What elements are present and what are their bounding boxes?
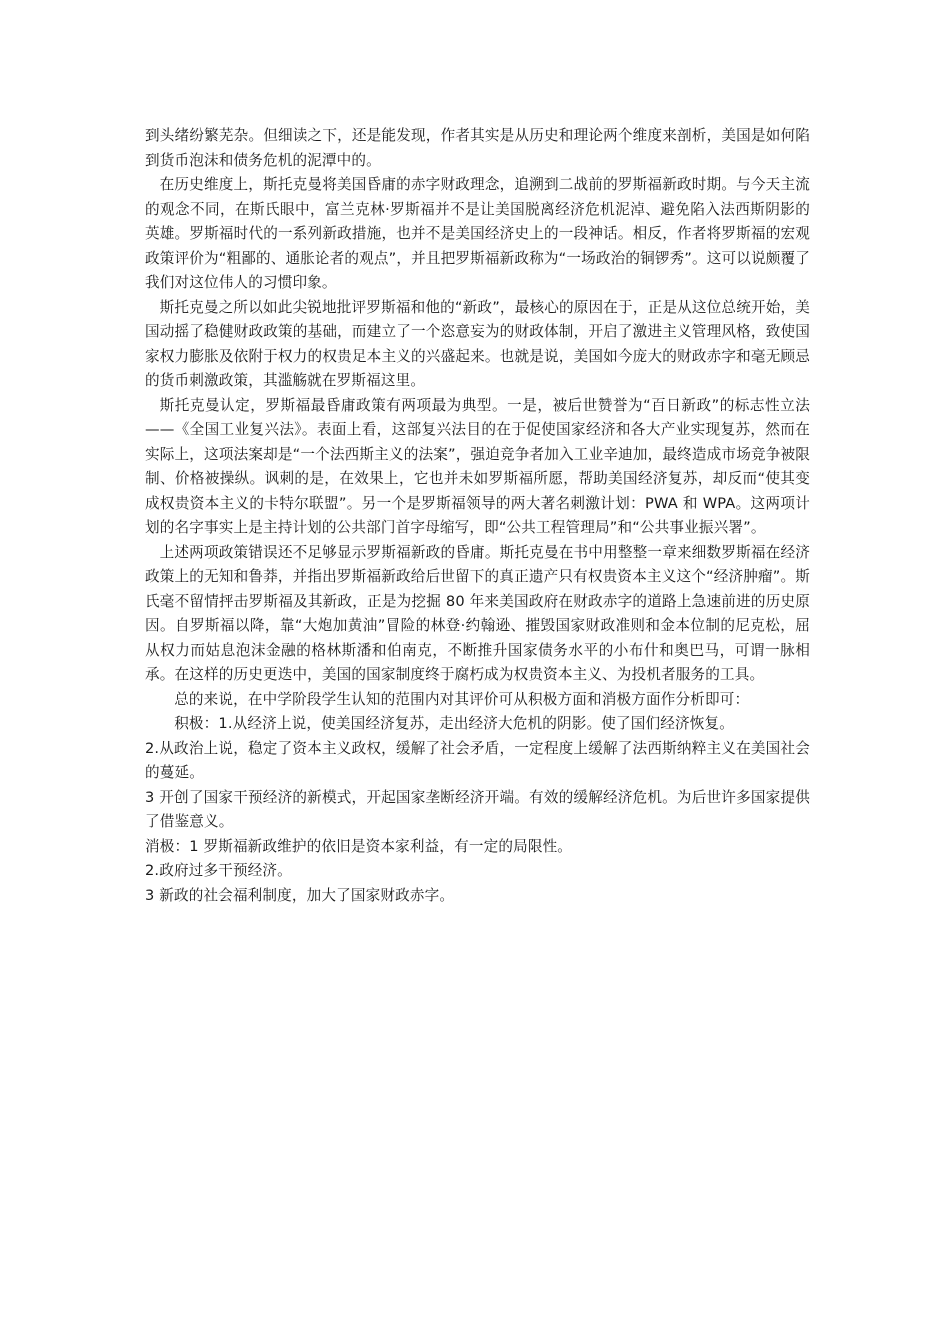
list-item-negative-2: 2.政府过多干预经济。 xyxy=(145,862,292,879)
paragraph-legacy: 上述两项政策错误还不足够显示罗斯福新政的昏庸。斯托克曼在书中用整整一章来细数罗斯福在经济政策上的无知和鲁莽，并指出罗斯福新政给后世留下的真正遗产只有权贵资本主义这个“经济肿瘤”。斯氏毫不留情抨击罗斯福及其新政，正是为挖掘 80 年来美国政府在财政赤字的道路上急速前进的历史原因。自罗斯福以降，靠“大炮加黄油”冒险的林登·约翰逊、摧毁国家财政准则和金本位制的尼克松，屈从权力而姑息泡沫金融的格林斯潘和伯南克，不断推升国家债务水平的小布什和奥巴马，可谓一脉相承。在这样的历史更迭中，美国的国家制度终于腐朽成为权贵资本主义、为投机者服务的工具。 xyxy=(145,543,810,683)
list-item-negative-1: 消极：1 罗斯福新政维护的依旧是资本家利益，有一定的局限性。 xyxy=(145,837,573,855)
paragraph-intro-continuation: 到头绪纷繁芜杂。但细读之下，还是能发现，作者其实是从历史和理论两个维度来剖析，美国是如何陷到货币泡沫和债务危机的泥潭中的。 xyxy=(145,127,810,169)
paragraph-summary: 总的来说，在中学阶段学生认知的范围内对其评价可从积极方面和消极方面作分析即可： xyxy=(174,690,750,708)
list-item-positive-3: 3 开创了国家干预经济的新模式，开起国家垄断经济开端。有效的缓解经济危机。为后世许多国家提供了借鉴意义。 xyxy=(145,788,810,830)
list-item-positive-2: 2.从政治上说，稳定了资本主义政权，缓解了社会矛盾，一定程度上缓解了法西斯纳粹主义在美国社会的蔓延。 xyxy=(145,739,810,781)
paragraph-two-policies: 斯托克曼认定，罗斯福最昏庸政策有两项最为典型。一是，被后世赞誉为“百日新政”的标志性立法——《全国工业复兴法》。表面上看，这部复兴法目的在于促使国家经济和各大产业实现复苏，然而在实际上，这项法案却是“一个法西斯主义的法案”，强迫竞争者加入工业辛迪加，最终造成市场竞争被限制、价格被操纵。讽刺的是，在效果上，它也并未如罗斯福所愿，帮助美国经济复苏，却反而“使其变成权贵资本主义的卡特尔联盟”。另一个是罗斯福领导的两大著名刺激计划：PWA 和 WPA。这两项计划的名字事实上是主持计划的公共部门首字母缩写，即“公共工程管理局”和“公共事业振兴署”。 xyxy=(145,396,810,536)
list-item-negative-3: 3 新政的社会福利制度，加大了国家财政赤字。 xyxy=(145,886,455,904)
paragraph-historical-dimension: 在历史维度上，斯托克曼将美国昏庸的赤字财政理念，追溯到二战前的罗斯福新政时期。与今天主流的观念不同，在斯氏眼中，富兰克林·罗斯福并不是让美国脱离经济危机泥淖、避免陷入法西斯阴影的英雄。罗斯福时代的一系列新政措施，也并不是美国经济史上的一段神话。相反，作者将罗斯福的宏观政策评价为“粗鄙的、通胀论者的观点”，并且把罗斯福新政称为“一场政治的铜锣秀”。这可以说颇覆了我们对这位伟人的习惯印象。 xyxy=(145,176,810,291)
document-page xyxy=(145,124,810,908)
paragraph-core-reason: 斯托克曼之所以如此尖锐地批评罗斯福和他的“新政”，最核心的原因在于，正是从这位总统开始，美国动摇了稳健财政政策的基础，而建立了一个恣意妄为的财政体制，开启了激进主义管理风格，致使国家权力膨胀及依附于权力的权贵足本主义的兴盛起来。也就是说，美国如今庞大的财政赤字和毫无顾忌的货币刺激政策，其滥觞就在罗斯福这里。 xyxy=(145,298,810,389)
list-item-positive-1: 积极：1.从经济上说，使美国经济复苏，走出经济大危机的阴影。使了国们经济恢复。 xyxy=(174,715,734,732)
